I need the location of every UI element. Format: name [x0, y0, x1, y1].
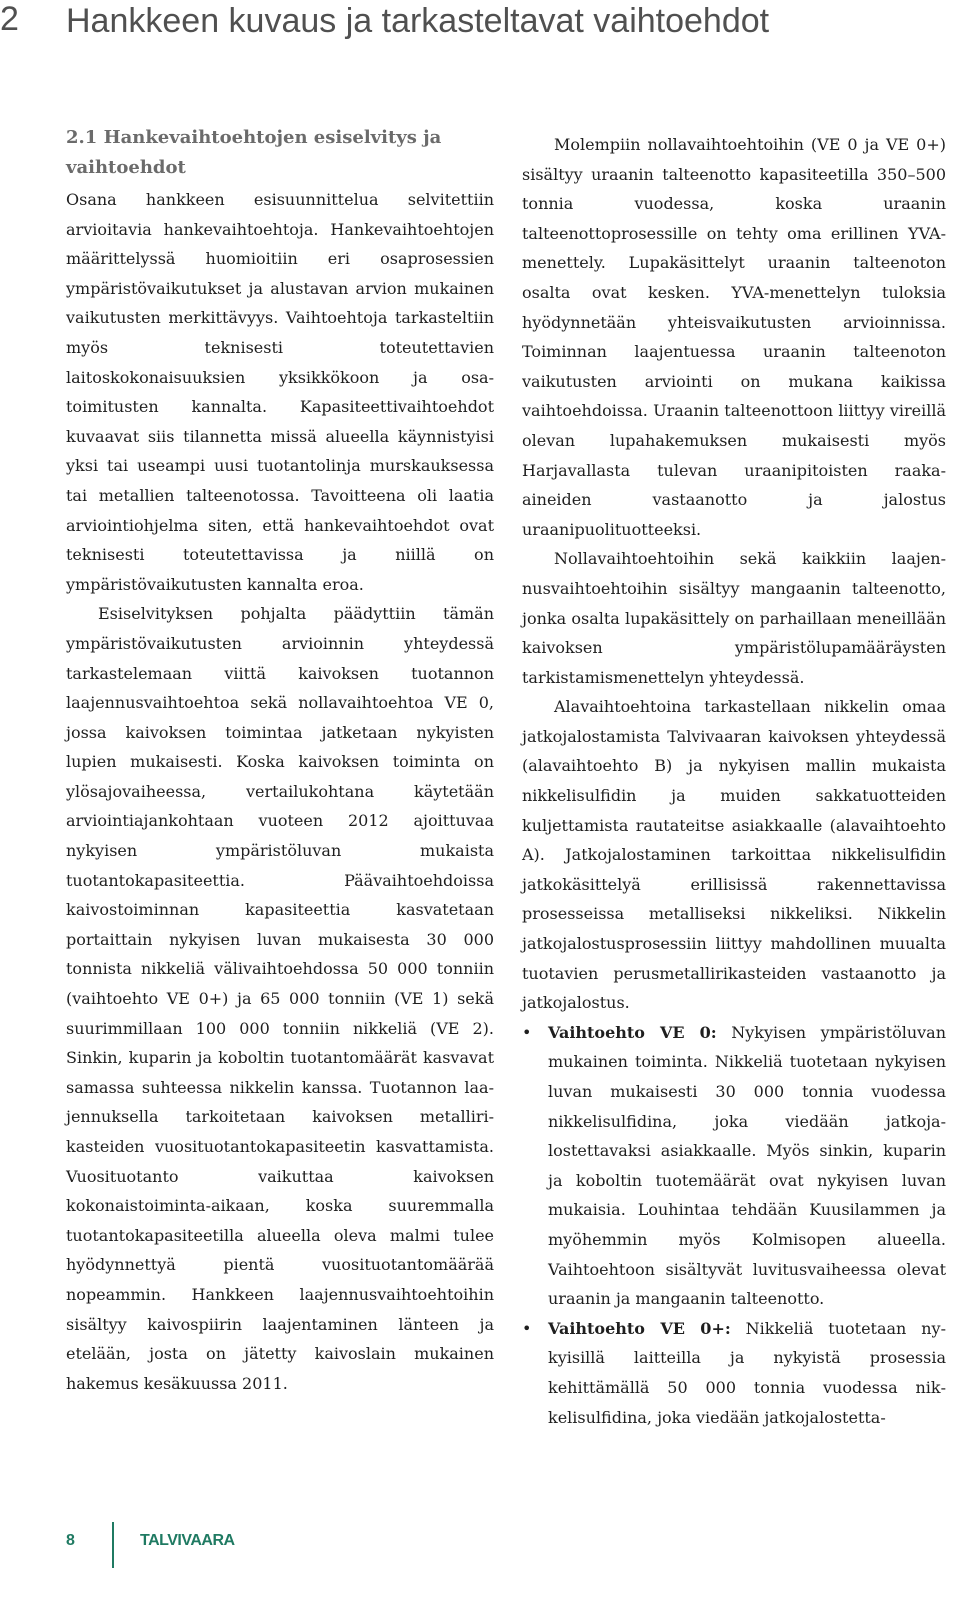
- brand-logo: TALVIVAARA: [140, 1532, 235, 1549]
- right-column: [522, 130, 946, 1432]
- list-item-label: Vaihtoehto VE 0+:: [548, 1318, 731, 1338]
- section-heading: 2.1 Hankevaihtoehtojen esiselvitys ja vaihtoehdot: [66, 127, 442, 178]
- list-item: [522, 1314, 946, 1432]
- footer-divider: [112, 1522, 114, 1568]
- bullet-icon: •: [522, 1318, 532, 1338]
- body-paragraph: Nollavaihtoehtoihin sekä kaikkiin laajennusvaihtoehtoihin sisältyy mangaanin talteenotto, jonka osalta lupakäsittely on parhaillaan meneillään kaivoksen ympäristölupamääräysten tarkistamismenettelyn yhteydessä.: [522, 549, 946, 687]
- body-paragraph: Esiselvityksen pohjalta päädyttiin tämän ympäristövaikutusten arvioinnin yhteydessä tarkastelemaan viittä kaivoksen tuotannon laajennusvaihtoehtoa sekä nollavaihtoehtoa VE 0, jossa kaivoksen toimintaa jatketaan nykyisten lupien mukaisesti. Koska kaivoksen toiminta on ylösajovaiheessa, vertailukohtana käytetään arviointiajankohtaan vuoteen 2012 ajoittuvaa nykyisen ympäristöluvan mukaista tuotantokapasiteettia. Päävaihtoehdoissa kaivostoiminnan kapasiteettia kasvatetaan portaittain nykyisen luvan mukaisesta 30 000 tonnista nikkeliä välivaihtoehdossa 50 000 tonniin (vaihtoehto VE 0+) ja 65 000 tonniin (VE 1) sekä suurimmillaan 100 000 tonniin nikkeliä (VE 2). Sinkin, kuparin ja koboltin tuotantomäärät kasvavat samassa suhteessa nikkelin kanssa. Tuotannon laajennuksella tarkoitetaan kaivoksen metallirikasteiden vuosituotantokapasiteetin kasvattamista. Vuosituotanto vaikuttaa kaivoksen kokonaistoiminta-aikaan, koska suuremmalla tuotantokapasiteetilla alueella oleva malmi tulee hyödynnettyä pientä vuosituotantomäärää nopeammin. Hankkeen laajennusvaihtoehtoihin sisältyy kaivospiirin laajentaminen länteen ja etelään, josta on jätetty kaivoslain mukainen hakemus kesäkuussa 2011.: [66, 604, 494, 1393]
- left-column: [66, 123, 494, 1398]
- body-paragraph: Osana hankkeen esisuunnittelua selvitettiin arvioitavia hankevaihtoehtoja. Hankevaihtoehtojen määrittelyssä huomioitiin eri osaprosessien ympäristövaikutukset ja alustavan arvion mukainen vaikutusten merkittävyys. Vaihtoehtoja tarkasteltiin myös teknisesti toteutettavien laitoskokonaisuuksien yksikkökoon ja osatoimitusten kannalta. Kapasiteettivaihtoehdot kuvaavat siis tilannetta missä alueella käynnistyisi yksi tai useampi uusi tuotantolinja murskauksessa tai metallien talteenotossa. Tavoitteena oli laatia arviointiohjelma siten, että hankevaihtoehdot ovat teknisesti toteutettavissa ja niillä on ympäristövaikutusten kannalta eroa.: [66, 190, 494, 594]
- list-item-label: Vaihtoehto VE 0:: [548, 1022, 717, 1042]
- page-number: 8: [66, 1532, 75, 1549]
- body-paragraph: Alavaihtoehtoina tarkastellaan nikkelin omaa jatkojalostamista Talvivaaran kaivoksen yhteydessä (alavaihtoehto B) ja nykyisen mallin mukaista nikkelisulfidin ja muiden sakkatuotteiden kuljettamista rautateitse asiakkaalle (alavaihtoehto A). Jatkojalostaminen tarkoittaa nikkelisulfidin jatkokäsittelyä erillisissä rakennettavissa prosesseissa metalliseksi nikkeliksi. Nikkelin jatkojalostusprosessiin liittyy mahdollinen muualta tuotavien perusmetallirikasteiden vastaanotto ja jatkojalostus.: [522, 697, 946, 1013]
- body-paragraph: Molempiin nollavaihtoehtoihin (VE 0 ja VE 0+) sisältyy uraanin talteenotto kapasiteetilla 350–500 tonnia vuodessa, koska uraanin talteenottoprosessille on tehty oma erillinen YVA-menettely. Lupakäsittelyt uraanin talteenoton osalta ovat kesken. YVA-menettelyn tuloksia hyödynnetään yhteisvaikutusten arvioinnissa. Toiminnan laajentuessa uraanin talteenoton vaikutusten arviointi on mukana kaikissa vaihtoehdoissa. Uraanin talteenottoon liittyy vireillä olevan lupahakemuksen mukaisesti myös Harjavallasta tulevan uraanipitoisten raaka-aineiden vastaanotto ja jalostus uraanipuolituotteeksi.: [522, 135, 946, 539]
- list-item-text: Nykyisen ympäristöluvan mukainen toiminta. Nikkeliä tuotetaan nykyisen luvan mukaisesti 30 000 tonnia vuodessa nikkelisulfidina, joka viedään jatkojalostettavaksi asiakkaalle. Myös sinkin, kuparin ja koboltin tuotemäärät ovat nykyisen luvan mukaisia. Louhintaa tehdään Kuusilammen ja myöhemmin myös Kolmisopen alueella. Vaihtoehtoon sisältyvät luvitusvaiheessa olevat uraanin ja mangaanin talteenotto.: [548, 1022, 946, 1309]
- bullet-icon: •: [522, 1022, 532, 1042]
- chapter-number: 2: [0, 0, 19, 38]
- list-item-text: Nikkeliä tuotetaan nykyisillä laitteilla ja nykyistä prosessia kehittämällä 50 000 tonnia vuodessa nikkelisulfidina, joka viedään jatkojalostetta-: [548, 1318, 947, 1427]
- alternatives-list: [522, 1018, 946, 1432]
- chapter-title: Hankkeen kuvaus ja tarkasteltavat vaihtoehdot: [66, 2, 770, 40]
- list-item: [522, 1018, 946, 1314]
